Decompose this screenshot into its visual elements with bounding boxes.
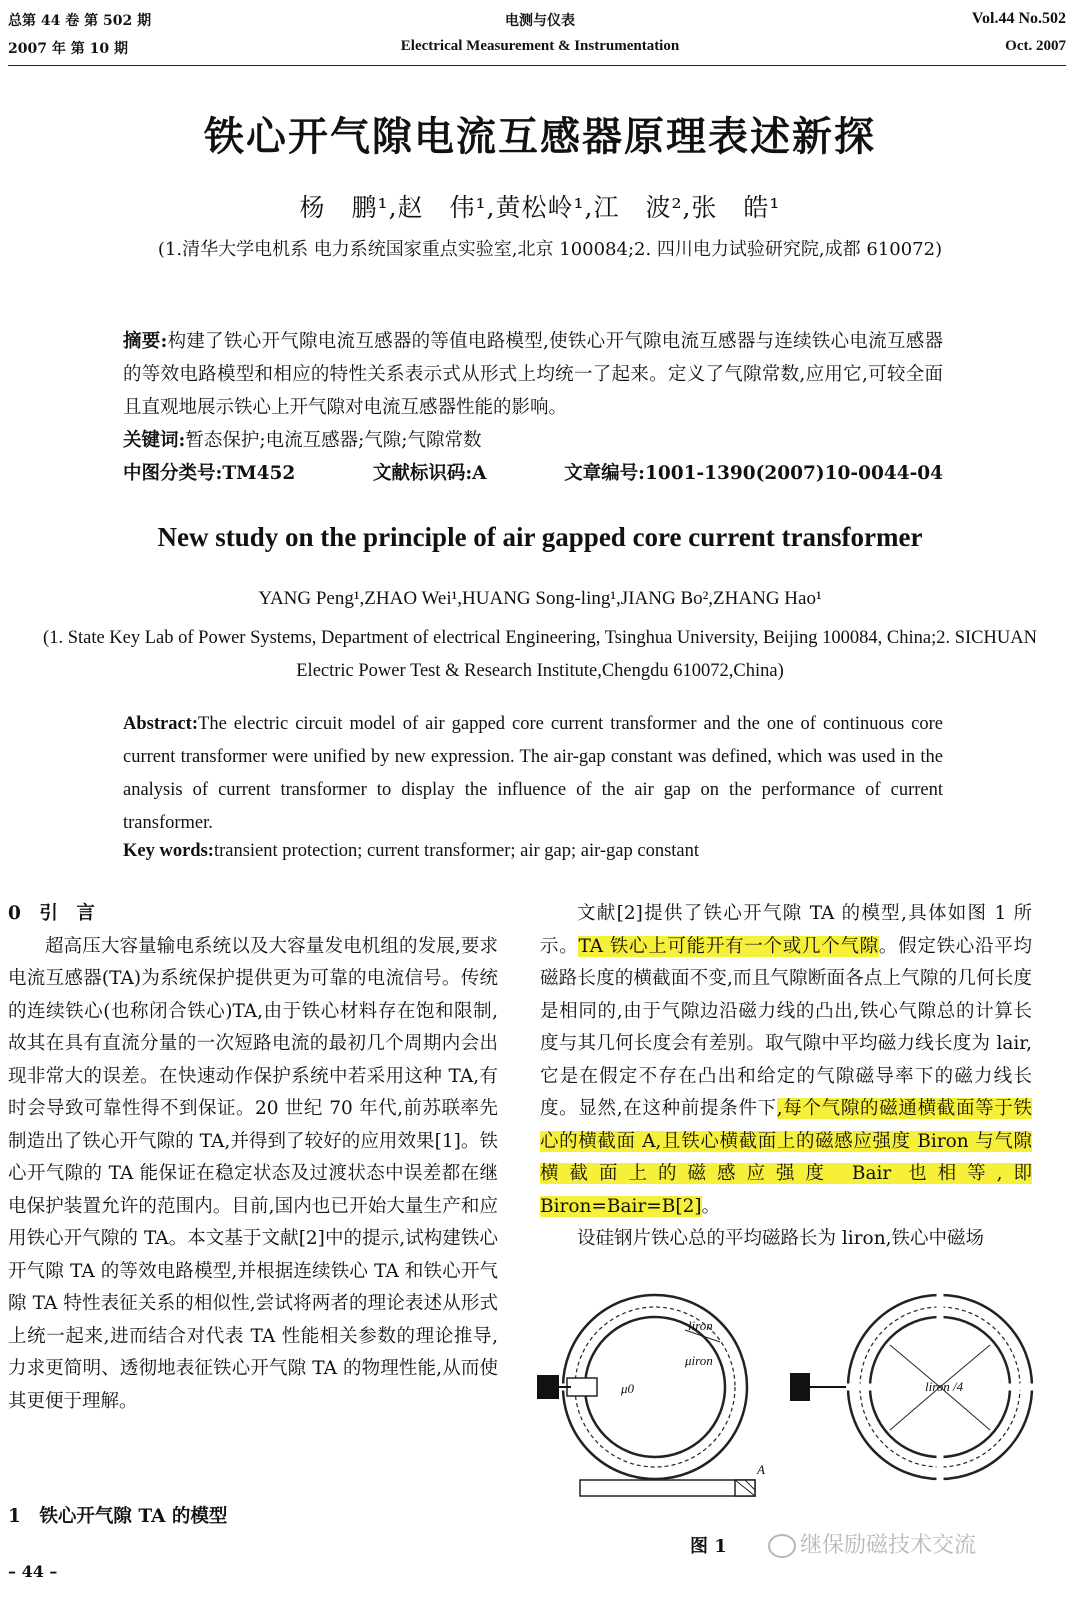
abstract-cn: [123, 325, 943, 424]
right-p1-text-c: 。: [701, 1195, 721, 1217]
right-p1-text-b: 。假定铁心沿平均磁路长度的横截面不变,而且气隙断面各点上气隙的几何长度是相同的,由于气隙边沿磁力线的凸出,铁心气隙总的计算长度与其几何长度会有差别。取气隙中平均磁力线长度为 lair,它是在假定不存在凸出和给定的气隙磁导率下的磁力线长度。显然,在这种前提条件下: [540, 935, 1032, 1119]
header-rule: [8, 65, 1066, 66]
journal-name-cn: 电测与仪表: [505, 13, 575, 29]
label-area-A: A: [757, 1462, 765, 1477]
right-paragraph-2: 设硅钢片铁心总的平均磁路长为 liron,铁心中磁场: [577, 1228, 984, 1249]
figure-1-caption: 图 1: [690, 1536, 727, 1557]
paper-title-en: New study on the principle of air gapped core current transformer: [157, 522, 923, 552]
abstract-en: [123, 708, 943, 840]
figure-1-diagram: [535, 1290, 1035, 1500]
right-column: [540, 898, 1032, 1256]
affiliation-en: (1. State Key Lab of Power Systems, Department of electrical Engineering, Tsinghua University, Beijing 100084, China;2. SICHUAN Electric Power Test & Research Institute,Chengdu 610072,China): [43, 628, 1037, 681]
watermark: [768, 1528, 976, 1559]
abstract-en-label: Abstract:: [123, 714, 199, 734]
keywords-cn-label: 关键词:: [123, 430, 186, 451]
authors-cn: 杨 鹏¹,赵 伟¹,黄松岭¹,江 波²,张 皓¹: [299, 193, 781, 222]
abstract-cn-label: 摘要:: [123, 331, 168, 352]
section-0-paragraph: 超高压大容量输电系统以及大容量发电机组的发展,要求电流互感器(TA)为系统保护提供更为可靠的电流信号。传统的连续铁心(也称闭合铁心)TA,由于铁心材料存在饱和限制,故其在具有直流分量的一次短路电流的最初几个周期内会出现非常大的误差。在快速动作保护系统中若采用这种 TA,有时会导致可靠性得不到保证。20 世纪 70 年代,前苏联率先制造出了铁心开气隙的 TA,并得到了较好的应用效果[1]。铁心开气隙的 TA 能保证在稳定状态及过渡状态中误差都在继电保护装置允许的范围内。目前,国内也已开始大量生产和应用铁心开气隙的 TA。本文基于文献[2]中的提示,试构建铁心开气隙 TA 的等效电路模型,并根据连续铁心 TA 和铁心开气隙 TA 特性表征关系的相似性,尝试将两者的理论表述从形式上统一起来,进而结合对代表 TA 性能相关参数的理论推导,力求更简明、透彻地表征铁心开气隙 TA 的物理性能,从而使其更便于理解。: [8, 935, 498, 1412]
left-column: [8, 898, 498, 1418]
journal-volume: Vol.44 No.502: [971, 10, 1066, 27]
keywords-cn-text: 暂态保护;电流互感器;气隙;气隙常数: [185, 430, 482, 451]
left-core-inner: [585, 1317, 725, 1457]
core-strip: [580, 1480, 755, 1496]
section-0-heading: 0 引 言: [8, 903, 95, 924]
wechat-icon: [768, 1534, 796, 1558]
journal-issue-info: 总第 44 卷 第 502 期: [8, 13, 152, 29]
abstract-cn-text: 构建了铁心开气隙电流互感器的等值电路模型,使铁心开气隙电流互感器与连续铁心电流互感器的等效电路模型和相应的特性关系表示式从形式上均统一了起来。定义了气隙常数,应用它,可较全面且直观地展示铁心上开气隙对电流互感器性能的影响。: [123, 331, 943, 418]
clc-number: 中图分类号:TM452: [123, 463, 296, 484]
authors-en: YANG Peng¹,ZHAO Wei¹,HUANG Song-ling¹,JIANG Bo²,ZHANG Hao¹: [258, 588, 822, 609]
label-mu0: μ0: [621, 1381, 635, 1396]
label-liron-quarter: liron /4: [925, 1379, 964, 1394]
right-winding: [790, 1373, 810, 1401]
section-1-heading: 1 铁心开气隙 TA 的模型: [8, 1506, 228, 1527]
keywords-cn: [123, 424, 943, 457]
highlight-flux-sentence: ,每个气隙的磁通横截面等于铁心的横截面 A,且铁心横截面上的磁感应强度 Biron 与气隙横截面上的磁感应强度 Bair 也相等,即 Biron=Bair=B[2]: [540, 1098, 1032, 1217]
journal-name-en: Electrical Measurement & Instrumentation: [400, 38, 680, 54]
affiliation-cn: (1.清华大学电机系 电力系统国家重点实验室,北京 100084;2. 四川电力试验研究院,成都 610072): [157, 239, 943, 260]
paper-title-cn: 铁心开气隙电流互感器原理表述新探: [204, 113, 876, 160]
classification-line: [123, 457, 943, 490]
abstract-en-text: The electric circuit model of air gapped core current transformer and the one of continuous core current transformer were unified by new expression. The air-gap constant was defined, which was used in the analysis of current transformer to display the influence of the air gap on the performance of current transformer.: [123, 714, 943, 833]
document-code: 文献标识码:A: [372, 463, 487, 484]
highlight-gap-sentence: TA 铁心上可能开有一个或几个气隙: [578, 935, 879, 957]
watermark-text: 继保励磁技术交流: [800, 1533, 977, 1558]
keywords-en-label: Key words:: [123, 841, 214, 861]
article-number: 文章编号:1001-1390(2007)10-0044-04: [564, 463, 943, 484]
journal-year-issue: 2007 年 第 10 期: [8, 41, 128, 57]
keywords-en-text: transient protection; current transformer; air gap; air-gap constant: [213, 841, 700, 861]
label-liron: liron: [688, 1318, 713, 1333]
keywords-en: [123, 841, 943, 862]
right-paragraph-1: [540, 898, 1032, 1223]
journal-date: Oct. 2007: [1005, 38, 1066, 54]
right-p1-text-a: 文献[2]提供了铁心开气隙 TA 的模型,具体如图 1 所示。: [540, 903, 1032, 957]
page-number: – 44 –: [8, 1562, 58, 1581]
label-muiron: μiron: [685, 1353, 713, 1368]
left-winding: [537, 1375, 559, 1399]
